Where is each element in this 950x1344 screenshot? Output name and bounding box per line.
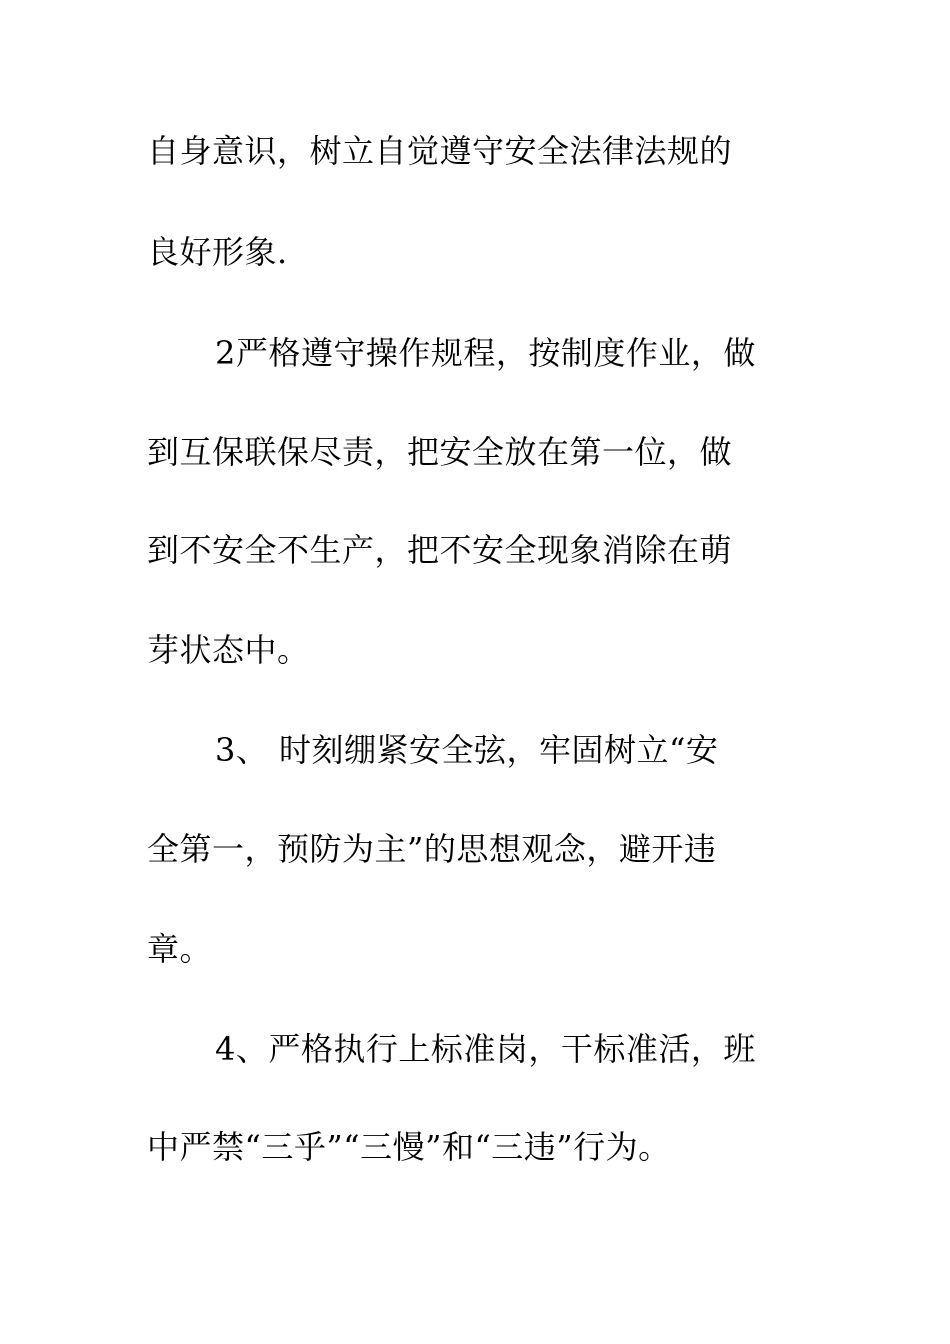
paragraph-3-line-3: 章。 <box>147 930 213 968</box>
paragraph-2-line-3: 到不安全不生产，把不安全现象消除在萌 <box>147 531 733 569</box>
paragraph-1-line-1: 自身意识，树立自觉遵守安全法律法规的 <box>147 132 733 170</box>
paragraph-4-line-2: 中严禁“三乎”“三慢”和“三违”行为。 <box>147 1128 671 1166</box>
paragraph-3-line-1: 3、 时刻绷紧安全弦，牢固树立“安 <box>215 731 719 769</box>
paragraph-1-line-2: 良好形象. <box>147 233 288 271</box>
paragraph-2-line-1: 2严格遵守操作规程，按制度作业，做 <box>215 334 756 372</box>
paragraph-2-line-4: 芽状态中。 <box>147 631 310 669</box>
paragraph-3-line-2: 全第一，预防为主”的思想观念，避开违 <box>147 830 717 868</box>
paragraph-2-line-2: 到互保联保尽责，把安全放在第一位，做 <box>147 433 733 471</box>
paragraph-4-line-1: 4、严格执行上标准岗，干标准活，班 <box>215 1030 756 1068</box>
